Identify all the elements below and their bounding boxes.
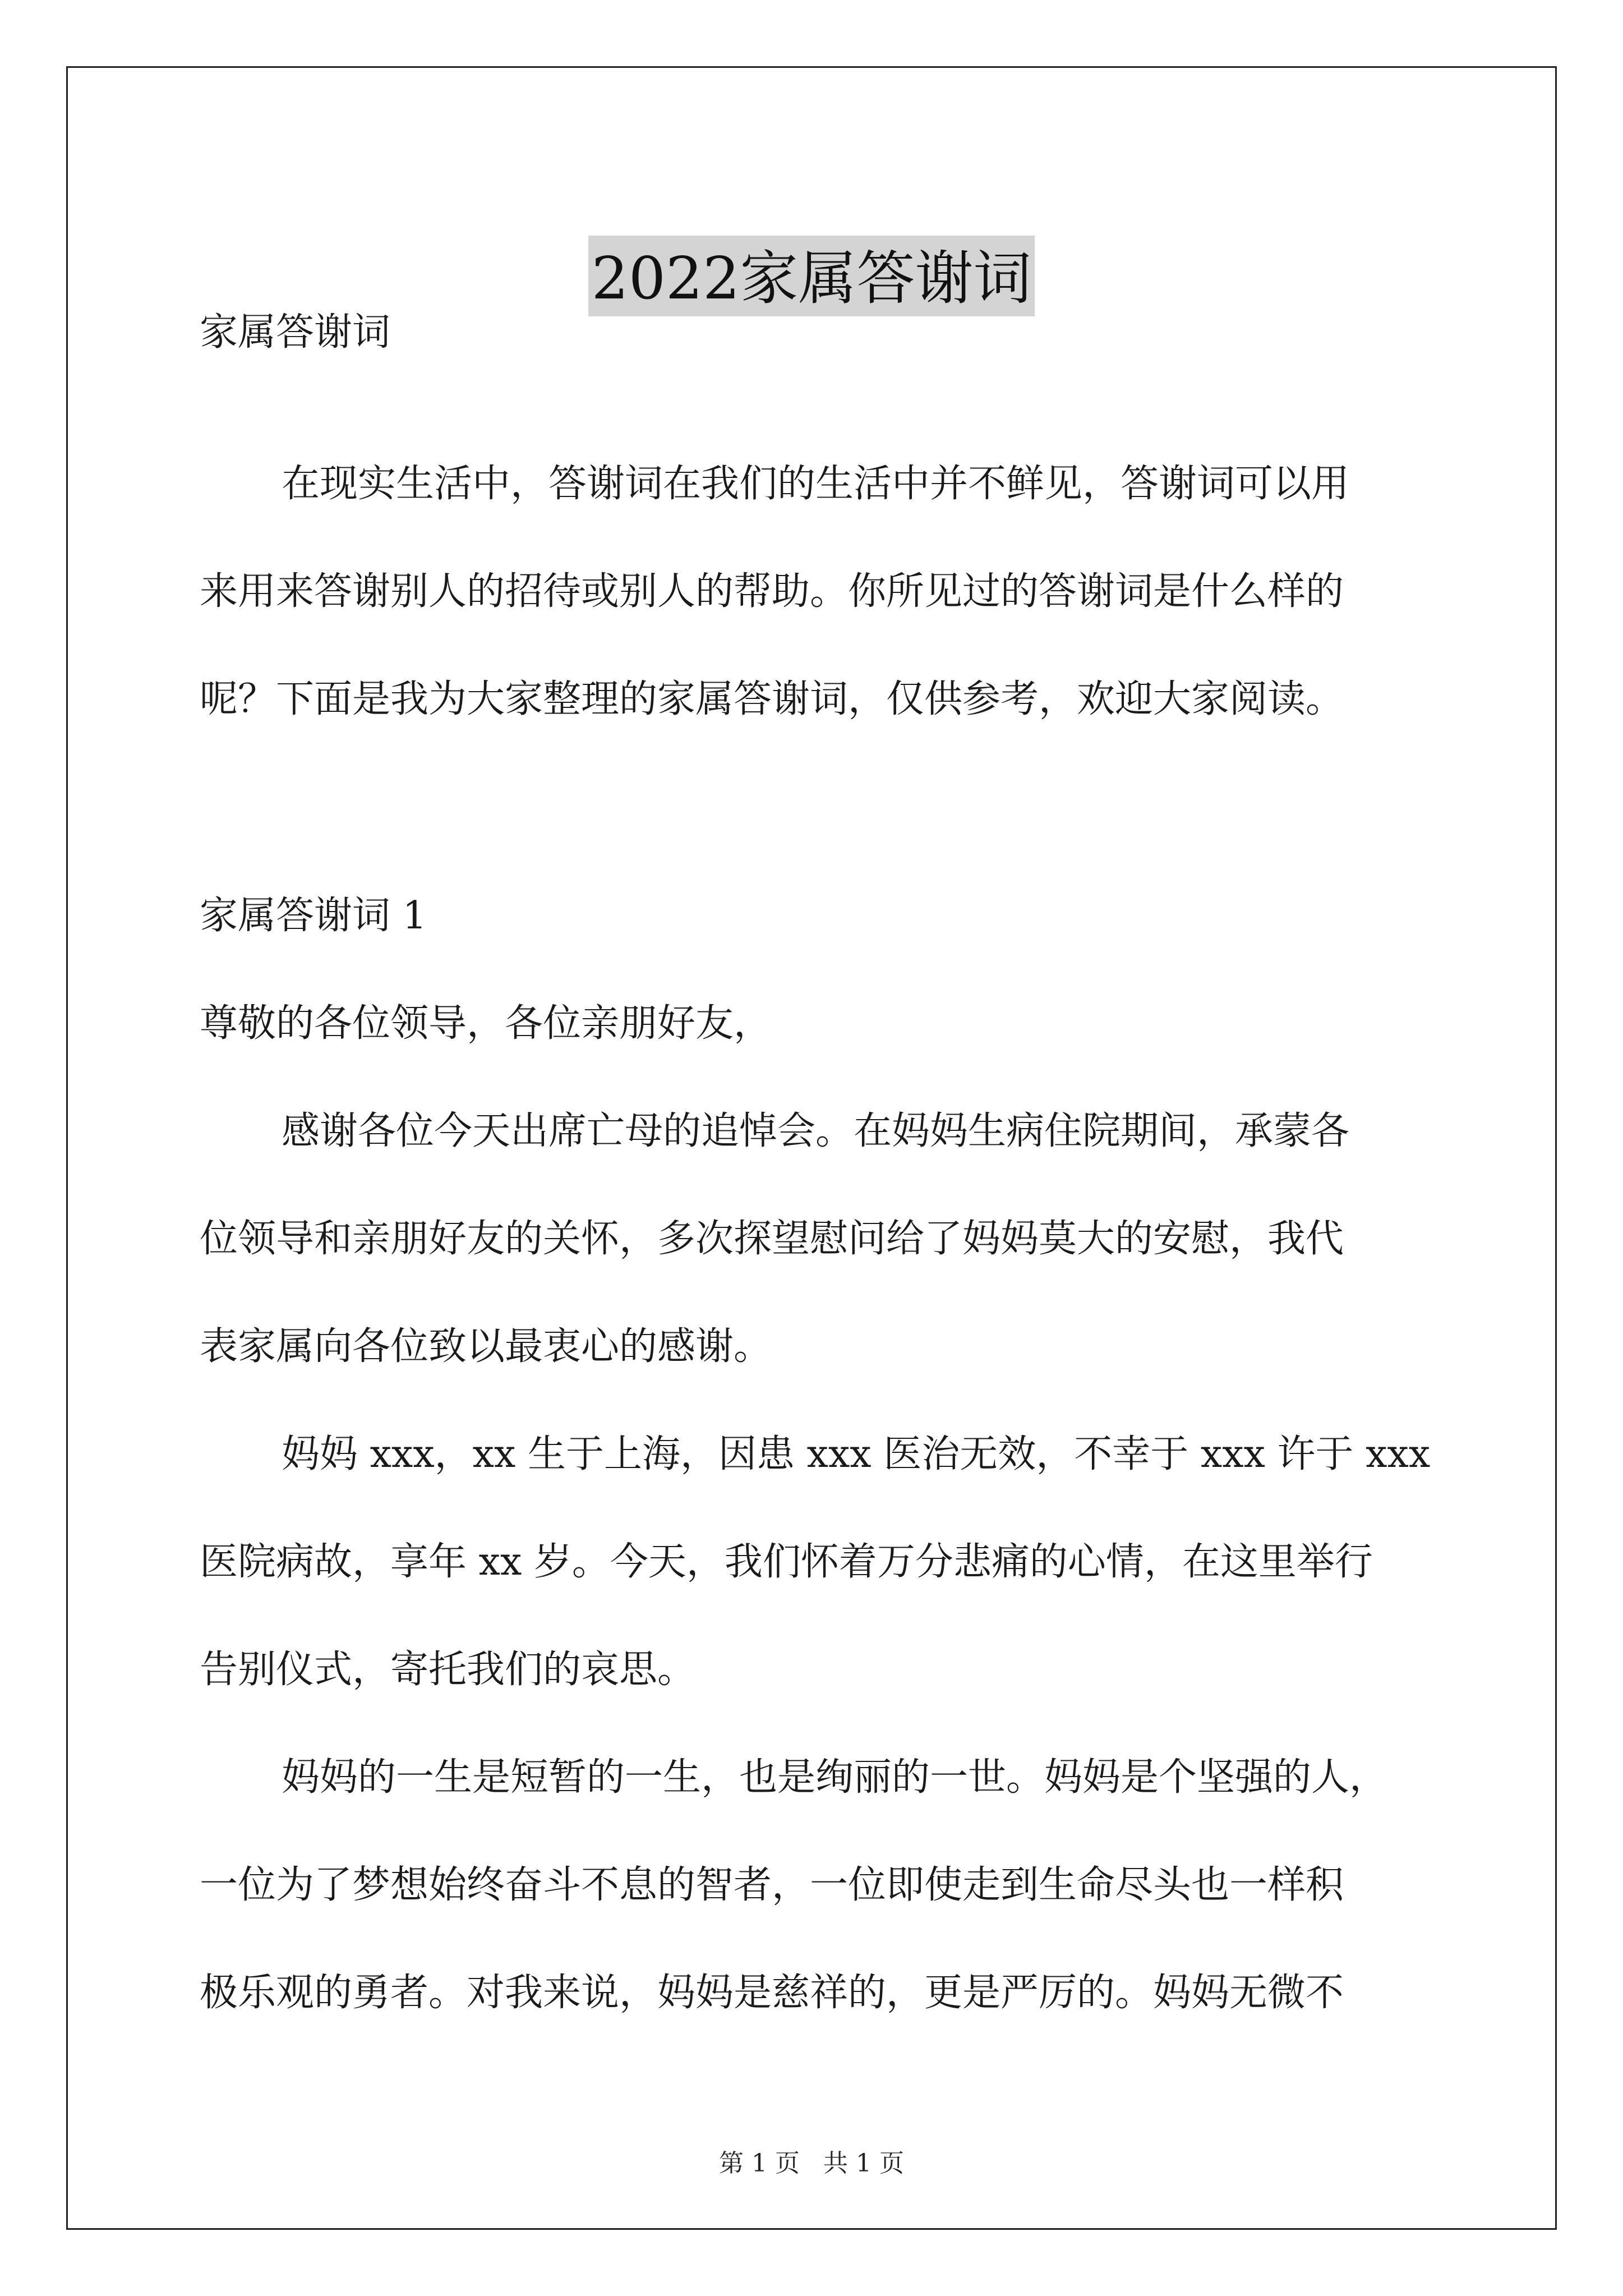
page-number-current: 第 1 页 bbox=[719, 2149, 800, 2178]
body-line: 在现实生活中，答谢词在我们的生活中并不鲜见，答谢词可以用 bbox=[282, 462, 1350, 506]
body-line: 感谢各位今天出席亡母的追悼会。在妈妈生病住院期间，承蒙各 bbox=[282, 1109, 1350, 1153]
salutation-line: 尊敬的各位领导，各位亲朋好友， bbox=[200, 1001, 772, 1046]
body-line: 妈妈的一生是短暂的一生，也是绚丽的一世。妈妈是个坚强的人， bbox=[282, 1755, 1388, 1800]
body-line: 呢？下面是我为大家整理的家属答谢词，仅供参考，欢迎大家阅读。 bbox=[200, 677, 1344, 721]
body-line: 表家属向各位致以最衷心的感谢。 bbox=[200, 1324, 772, 1369]
body-line: 告别仪式，寄托我们的哀思。 bbox=[200, 1648, 696, 1692]
page-number-total: 共 1 页 bbox=[823, 2149, 904, 2178]
body-line: 位领导和亲朋好友的关怀，多次探望慰问给了妈妈莫大的安慰，我代 bbox=[200, 1217, 1344, 1261]
body-line: 妈妈 xxx，xx 生于上海，因患 xxx 医治无效，不幸于 xxx 许于 xxx bbox=[282, 1432, 1431, 1476]
section-heading: 家属答谢词 1 bbox=[200, 894, 427, 938]
body-line: 医院病故，享年 xx 岁。今天，我们怀着万分悲痛的心情，在这里举行 bbox=[200, 1540, 1373, 1584]
page-footer bbox=[0, 2143, 1623, 2179]
body-line: 一位为了梦想始终奋斗不息的智者，一位即使走到生命尽头也一样积 bbox=[200, 1863, 1344, 1907]
document-title: 2022家属答谢词 bbox=[588, 236, 1035, 316]
subtitle-line: 家属答谢词 bbox=[200, 310, 391, 355]
body-line: 极乐观的勇者。对我来说，妈妈是慈祥的，更是严厉的。妈妈无微不 bbox=[200, 1971, 1344, 2015]
body-line: 来用来答谢别人的招待或别人的帮助。你所见过的答谢词是什么样的 bbox=[200, 569, 1344, 614]
